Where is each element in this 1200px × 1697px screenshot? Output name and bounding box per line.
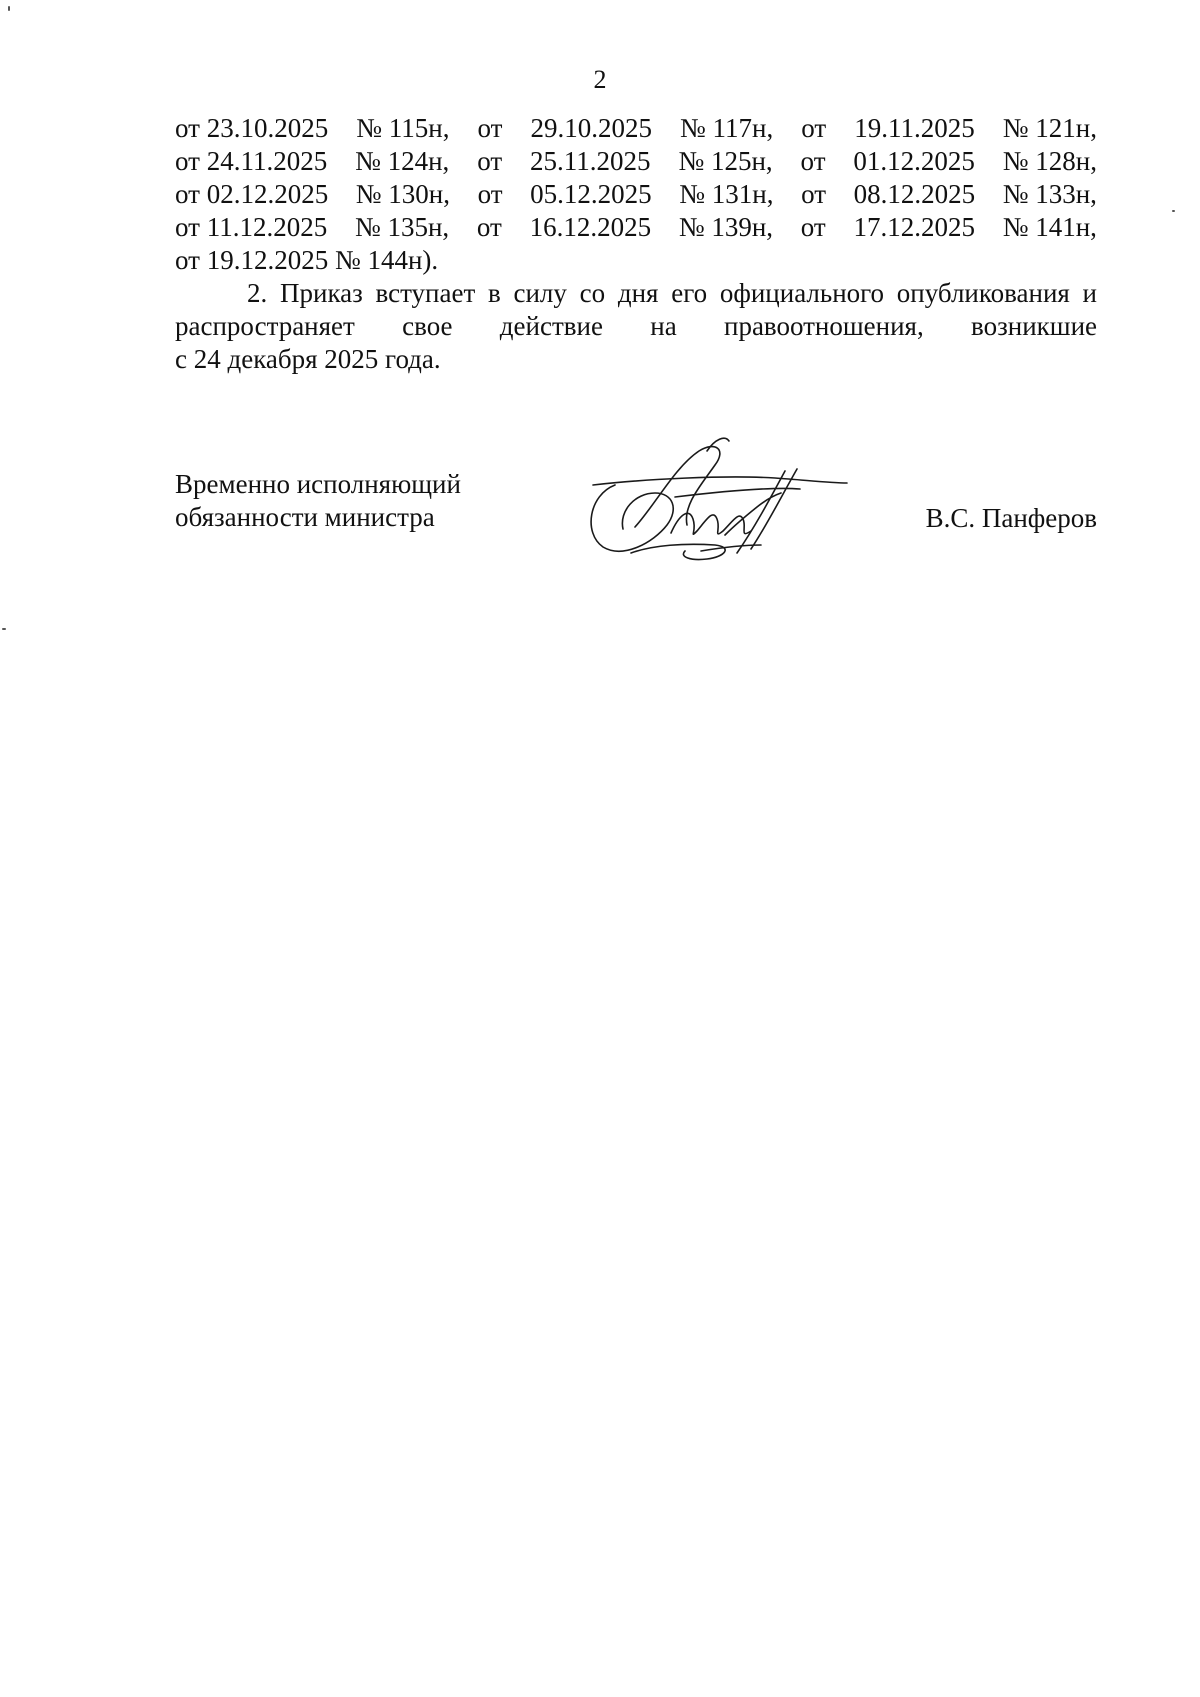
signatory-position-line: обязанности министра xyxy=(175,502,435,532)
reference-number: № 131н, xyxy=(679,179,774,209)
reference-date: 19.11.2025 xyxy=(854,113,975,143)
signatory-position xyxy=(175,468,461,534)
reference-date: от 24.11.2025 xyxy=(175,146,328,176)
reference-number: № 133н, xyxy=(1002,179,1097,209)
paragraph-2: 2. Приказ вступает в силу со дня его официального опубликования и распространяет свое действие на правоотношения, возникшие xyxy=(175,278,1097,341)
scan-speck xyxy=(8,6,10,11)
scan-speck xyxy=(1172,210,1175,212)
reference-prefix: от xyxy=(800,146,826,176)
reference-date: от 02.12.2025 xyxy=(175,179,329,209)
reference-number: № 130н, xyxy=(355,179,451,209)
reference-number: № 135н, xyxy=(354,212,450,242)
reference-number: № 124н, xyxy=(355,146,450,176)
reference-prefix: от xyxy=(800,212,826,242)
reference-last-line: от 19.12.2025 № 144н). xyxy=(175,245,439,275)
reference-number: № 139н, xyxy=(678,212,774,242)
reference-line xyxy=(175,178,1097,211)
reference-number: № 141н, xyxy=(1002,212,1097,242)
reference-date: 08.12.2025 xyxy=(853,179,976,209)
reference-line xyxy=(175,112,1097,145)
scan-speck xyxy=(2,628,6,630)
reference-prefix: от xyxy=(476,212,502,242)
handwritten-signature xyxy=(575,435,855,570)
reference-date: 25.11.2025 xyxy=(530,146,651,176)
signatory-name: В.С. Панферов xyxy=(925,503,1097,533)
reference-prefix: от xyxy=(801,179,827,209)
document-body xyxy=(175,112,1097,376)
reference-prefix: от xyxy=(801,113,827,143)
reference-prefix: от xyxy=(477,113,503,143)
reference-date: от 11.12.2025 xyxy=(175,212,328,242)
paragraph-2-last-line: с 24 декабря 2025 года. xyxy=(175,344,441,374)
reference-line xyxy=(175,145,1097,178)
reference-date: 29.10.2025 xyxy=(530,113,652,143)
reference-number: № 128н, xyxy=(1002,146,1097,176)
reference-line xyxy=(175,211,1097,244)
reference-number: № 121н, xyxy=(1002,113,1097,143)
page-number: 2 xyxy=(593,65,607,94)
reference-prefix: от xyxy=(477,146,503,176)
signatory-position-line: Временно исполняющий xyxy=(175,469,461,499)
reference-date: 17.12.2025 xyxy=(853,212,975,242)
reference-date: 05.12.2025 xyxy=(530,179,652,209)
reference-number: № 115н, xyxy=(356,113,450,143)
reference-prefix: от xyxy=(477,179,503,209)
reference-number: № 117н, xyxy=(680,113,774,143)
reference-number: № 125н, xyxy=(678,146,773,176)
reference-date: 16.12.2025 xyxy=(529,212,652,242)
reference-date: от 23.10.2025 xyxy=(175,113,329,143)
reference-date: 01.12.2025 xyxy=(853,146,975,176)
